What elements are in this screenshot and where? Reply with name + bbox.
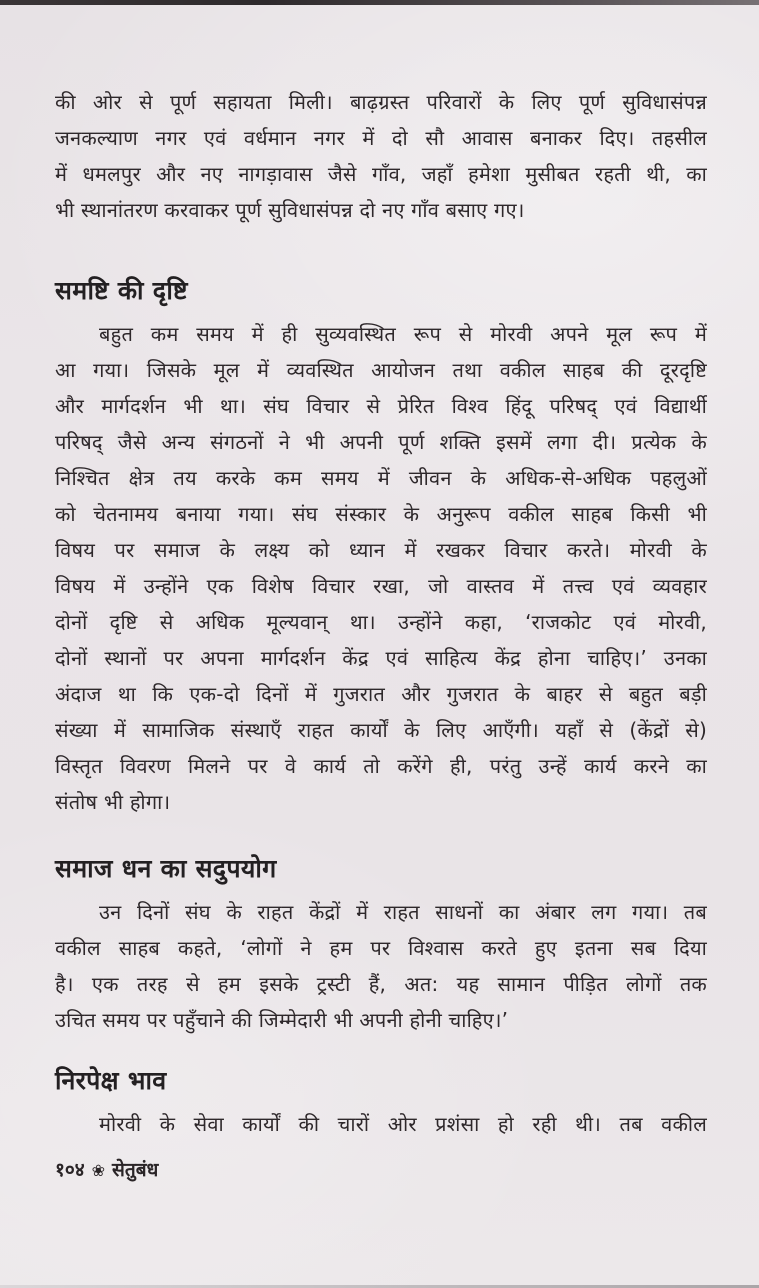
- text-line: उचित समय पर पहुँचाने की जिम्मेदारी भी अपनी होनी चाहिए।’: [55, 1008, 509, 1032]
- text-line: की ओर से पूर्ण सहायता मिली। बाढ़ग्रस्त परिवारों के लिए पूर्ण सुविधासंपन्न: [55, 90, 707, 114]
- text-line: जनकल्याण नगर एवं वर्धमान नगर में दो सौ आवास बनाकर दिए। तहसील: [55, 126, 707, 150]
- paragraph-nirpeksh: [55, 1106, 707, 1142]
- text-line: परिषद् जैसे अन्य संगठनों ने भी अपनी पूर्ण शक्ति इसमें लगा दी। प्रत्येक के: [55, 430, 707, 454]
- text-line: बहुत कम समय में ही सुव्यवस्थित रूप से मोरवी अपने मूल रूप में: [99, 322, 707, 346]
- text-line: है। एक तरह से हम इसके ट्रस्टी हैं, अत: यह सामान पीड़ित लोगों तक: [55, 972, 707, 996]
- page-top-scan-edge: [0, 0, 759, 5]
- book-title: सेतुबंध: [112, 1159, 159, 1181]
- text-line: दोनों स्थानों पर अपना मार्गदर्शन केंद्र एवं साहित्य केंद्र होना चाहिए।’ उनका: [55, 646, 707, 670]
- text-line: वकील साहब कहते, ‘लोगों ने हम पर विश्वास करते हुए इतना सब दिया: [55, 936, 707, 960]
- text-line: आ गया। जिसके मूल में व्यवस्थित आयोजन तथा वकील साहब की दूरदृष्टि: [55, 358, 707, 382]
- paragraph-samaj-dhan: [55, 894, 707, 1038]
- paragraph-continued: [55, 84, 707, 228]
- text-line: विषय में उन्होंने एक विशेष विचार रखा, जो वास्तव में तत्त्व एवं व्यवहार: [55, 574, 707, 598]
- text-line: में धमलपुर और नए नागड़ावास जैसे गाँव, जहाँ हमेशा मुसीबत रहती थी, का: [55, 162, 707, 186]
- text-line: विषय पर समाज के लक्ष्य को ध्यान में रखकर विचार करते। मोरवी के: [55, 538, 707, 562]
- text-line: और मार्गदर्शन भी था। संघ विचार से प्रेरित विश्व हिंदू परिषद् एवं विद्यार्थी: [55, 394, 707, 418]
- text-line: भी स्थानांतरण करवाकर पूर्ण सुविधासंपन्न दो नए गाँव बसाए गए।: [55, 198, 525, 222]
- flower-ornament-icon: ❀: [91, 1160, 106, 1180]
- text-line: अंदाज था कि एक-दो दिनों में गुजरात और गुजरात के बाहर से बहुत बड़ी: [55, 682, 707, 706]
- text-line: दोनों दृष्टि से अधिक मूल्यवान् था। उन्होंने कहा, ‘राजकोट एवं मोरवी,: [55, 610, 707, 634]
- text-line: उन दिनों संघ के राहत केंद्रों में राहत साधनों का अंबार लग गया। तब: [99, 900, 707, 924]
- page-number: १०४: [55, 1159, 85, 1181]
- section-heading-samashti-ki-drishti: समष्टि की दृष्टि: [55, 276, 188, 305]
- text-line: संख्या में सामाजिक संस्थाएँ राहत कार्यों के लिए आएँगी। यहाँ से (केंद्रों से): [55, 718, 707, 742]
- section-heading-nirpeksh-bhav: निरपेक्ष भाव: [55, 1066, 167, 1095]
- text-line: विस्तृत विवरण मिलने पर वे कार्य तो करेंगे ही, परंतु उन्हें कार्य करने का: [55, 754, 707, 778]
- text-line: निश्चित क्षेत्र तय करके कम समय में जीवन के अधिक-से-अधिक पहलुओं: [55, 466, 707, 490]
- text-line: संतोष भी होगा।: [55, 790, 171, 814]
- section-heading-samaj-dhan-ka-sadupyog: समाज धन का सदुपयोग: [55, 854, 277, 883]
- page-content: [55, 84, 707, 1182]
- page-footer: [55, 1156, 707, 1182]
- paragraph-samashti: [55, 316, 707, 820]
- text-line: को चेतनामय बनाया गया। संघ संस्कार के अनुरूप वकील साहब किसी भी: [55, 502, 707, 526]
- text-line: मोरवी के सेवा कार्यों की चारों ओर प्रशंसा हो रही थी। तब वकील: [99, 1112, 707, 1136]
